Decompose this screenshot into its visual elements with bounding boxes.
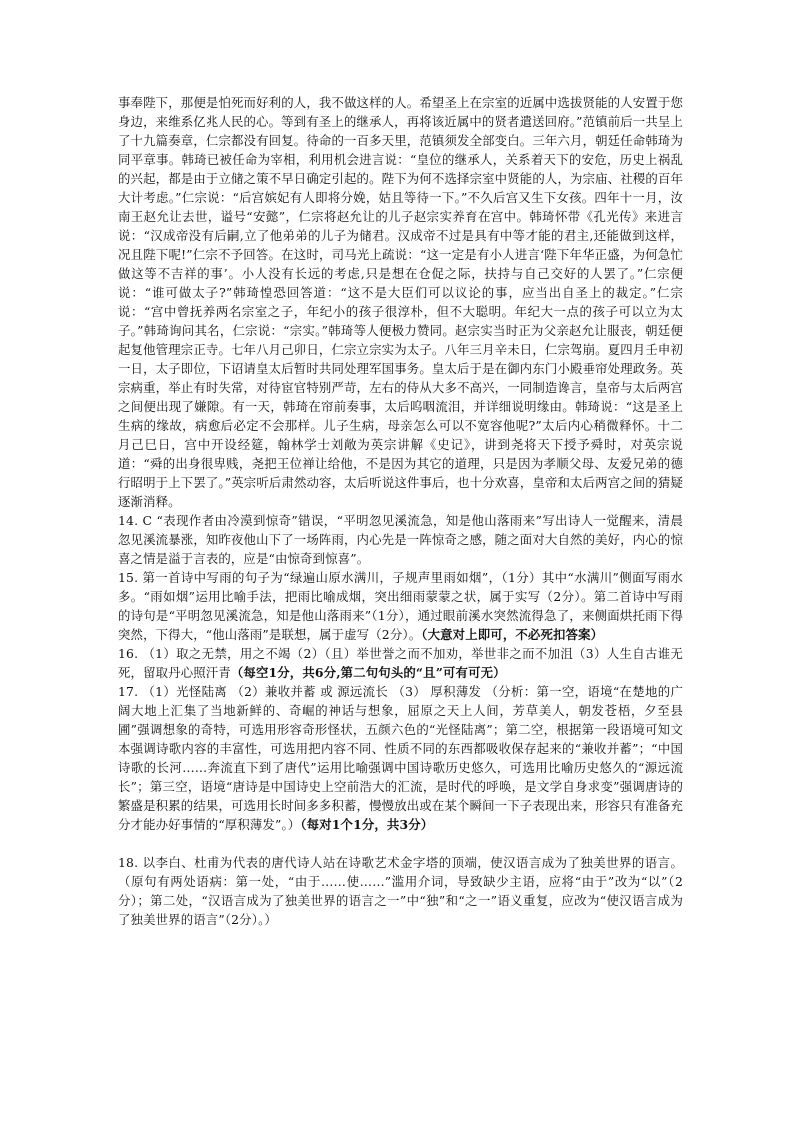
answer-17-note: （每对1个1分，共3分） [300, 817, 434, 832]
answer-16 [118, 644, 683, 682]
answer-16-text: 16. （1）取之无禁，用之不竭（2）（且）举世誉之而不加劝，举世非之而不加沮（3）人生自古谁无死，留取丹心照汗青 [118, 646, 683, 680]
document-page [118, 93, 683, 929]
answer-15-text: 15. 第一首诗中写雨的句子为“绿遍山原水满川，子规声里雨如烟”，（1分）其中“水满川”侧面写雨水多。“雨如烟”运用比喻手法，把雨比喻成烟，突出细雨蒙蒙之状，属于实写（2分）。第二首诗中写雨的诗句是“平明忽见溪流急，知是他山落雨来”（1分），通过眼前溪水突然流得急了，来侧面烘托雨下得突然，下得大，“他山落雨”是联想，属于虚写（2分）。 [118, 570, 683, 642]
answer-17-text: 17. （1）光怪陆离 （2）兼收并蓄 或 源远流长 （3） 厚积薄发 （分析：第一空，语境“在楚地的广阔大地上汇集了当地新鲜的、奇崛的神话与想象，屈原之天上人间，芳草美人，朝发苍梧，夕至县圃”强调想象的奇特，可选用形容奇形怪状，五颜六色的“光怪陆离”；第二空，根据第一段语境可知文本强调诗歌内容的丰富性，可选用把内容不同、性质不同的东西都吸收保存起来的“兼收并蓄”；“中国诗歌的长河……奔流直下到了唐代”运用比喻强调中国诗歌历史悠久，可选用比喻历史悠久的“源远流长”；第三空，语境“唐诗是中国诗史上空前浩大的汇流，是时代的呼唤，是文学自身求变”强调唐诗的繁盛是积累的结果，可选用长时间多多积蓄，慢慢放出或在某个瞬间一下子表现出来，形容只有准备充分才能办好事情的“厚积薄发”。） [118, 684, 683, 832]
translation-passage: 事奉陛下，那便是怕死而好利的人，我不做这样的人。希望圣上在宗室的近属中选拔贤能的人安置于您身边，来维系亿兆人民的心。等到有圣上的继承人，再将该近属中的贤者遣送回府。”范镇前后一共呈上了十九篇奏章，仁宗都没有回复。待命的一百多天里，范镇须发全部变白。三年六月，朝廷任命韩琦为同平章事。韩琦已被任命为宰相，利用机会进言说：“皇位的继承人，关系着天下的安危，历史上祸乱的兴起，都是由于立储之策不早日确定引起的。陛下为何不选择宗室中贤能的人，为宗庙、社稷的百年大计考虑。”仁宗说：“后宫嫔妃有人即将分娩，姑且等待一下。”不久后宫又生下女孩。四年十一月，汝南王赵允让去世，谥号“安懿”，仁宗将赵允让的儿子赵宗实养育在宫中。韩琦怀带《孔光传》来进言说：“汉成帝没有后嗣,立了他弟弟的儿子为储君。汉成帝不过是具有中等才能的君主,还能做到这样，况且陛下呢!”仁宗不予回答。在这时，司马光上疏说：“这一定是有小人进言‘陛下年华正盛，为何急忙做这等不吉祥的事’。小人没有长远的考虑,只是想在仓促之际，扶持与自己交好的人罢了。”仁宗便说：“谁可做太子?”韩琦惶恐回答道：“这不是大臣们可以议论的事，应当出自圣上的裁定。”仁宗说：“宫中曾抚养两名宗室之子，年纪小的孩子很淳朴，但不大聪明。年纪大一点的孩子可以立为太子。”韩琦询问其名，仁宗说：“宗实。”韩琦等人便极力赞同。赵宗实当时正为父亲赵允让服丧，朝廷便起复他管理宗正寺。七年八月己卯日，仁宗立宗实为太子。八年三月辛未日，仁宗驾崩。夏四月壬申初一日，太子即位，下诏请皇太后暂时共同处理军国事务。皇太后于是在御内东门小殿垂帘处理政务。英宗病重，举止有时失常，对待宦官特别严苛，左右的侍从大多不高兴，一同制造谗言，皇帝与太后两宫之间便出现了嫌隙。有一天，韩琦在帘前奏事，太后呜咽流泪，并详细说明缘由。韩琦说：“这是圣上生病的缘故，病愈后必定不会那样。儿子生病，母亲怎么可以不宽容他呢?”太后内心稍微释怀。十二月己巳日，宫中开设经筵，翰林学士刘敞为英宗讲解《史记》，讲到尧将天下授予舜时，对英宗说道：“舜的出身很卑贱，尧把王位禅让给他，不是因为其它的道理，只是因为孝顺父母、友爱兄弟的德行昭明于上下罢了。”英宗听后肃然动容，太后听说这件事后，也十分欢喜，皇帝和太后两宫之间的猜疑逐渐消释。 [118, 95, 683, 509]
answer-15-note: （大意对上即可，不必死扣答案） [421, 627, 604, 642]
answer-18: 18. 以李白、杜甫为代表的唐代诗人站在诗歌艺术金字塔的顶端，使汉语言成为了独美世界的语言。（原句有两处语病：第一处，“由于……使……”滥用介词，导致缺少主语，应将“由于”改为“以”（2分）；第二处，“汉语言成为了独美世界的语言之一”中“独”和“之一”语义重复，应改为“使汉语言成为了独美世界的语言”（2分）。） [118, 855, 683, 927]
answer-15 [118, 568, 683, 644]
answer-16-note: （每空1分，共6分,第二句句头的“且”可有可无） [230, 665, 506, 680]
answer-14: 14. C “表现作者由冷漠到惊奇”错误，“平明忽见溪流急，知是他山落雨来”写出诗人一觉醒来，清晨忽见溪流暴涨，知昨夜他山下了一场阵雨，内心先是一阵惊奇之感，随之面对大自然的美好，内心的惊喜之情是溢于言表的，应是“由惊奇到惊喜”。 [118, 513, 683, 566]
paragraph-gap [118, 834, 683, 853]
answer-17 [118, 682, 683, 834]
